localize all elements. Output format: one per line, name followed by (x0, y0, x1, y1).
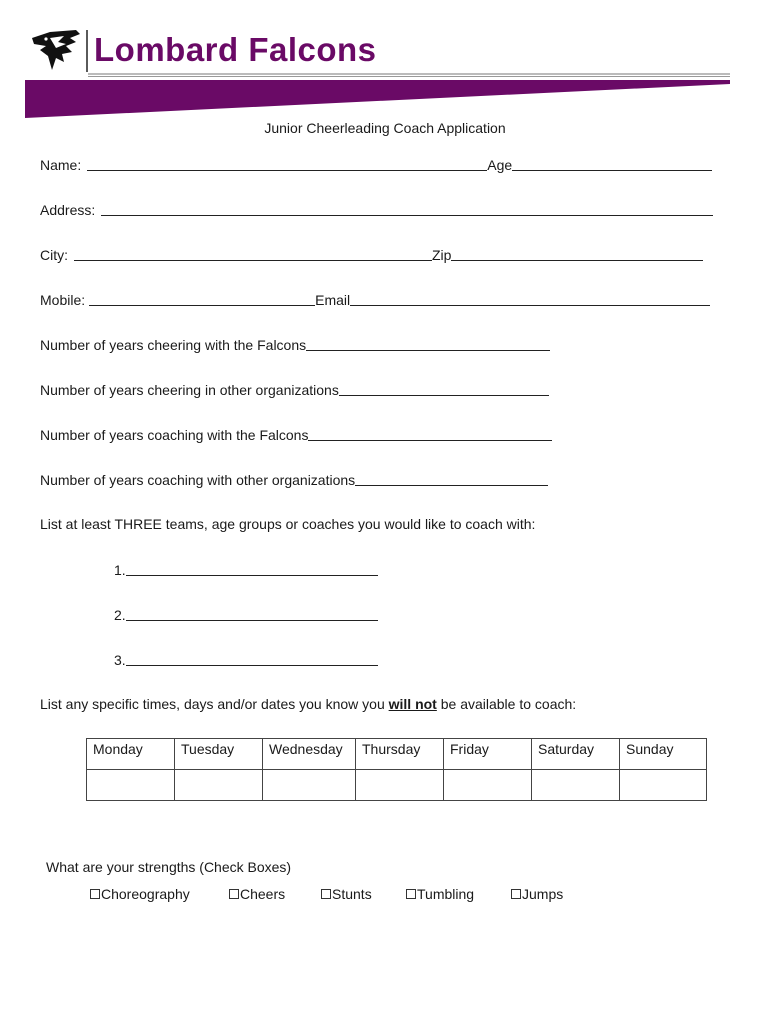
coach-other-field[interactable] (355, 471, 548, 486)
strength-jumps[interactable] (511, 886, 563, 902)
city-label: City: (40, 247, 68, 263)
strength-cheers[interactable] (229, 886, 285, 902)
availability-prompt-emphasis: will not (388, 696, 437, 712)
sunday-cell[interactable] (620, 770, 707, 801)
day-sunday: Sunday (620, 739, 707, 770)
checkbox[interactable] (406, 889, 416, 899)
saturday-cell[interactable] (532, 770, 620, 801)
brand-title: Lombard Falcons (94, 31, 377, 68)
coach-falcons-label: Number of years coaching with the Falcons (40, 427, 309, 443)
strength-choreography[interactable] (90, 886, 190, 902)
zip-label: Zip (432, 247, 452, 263)
team-item-1 (114, 561, 378, 578)
team-field-1[interactable] (126, 561, 378, 576)
checkbox[interactable] (229, 889, 239, 899)
header-divider (86, 30, 88, 72)
day-thursday: Thursday (356, 739, 444, 770)
mobile-row (40, 291, 710, 308)
friday-cell[interactable] (444, 770, 532, 801)
checkbox[interactable] (511, 889, 521, 899)
email-label: Email (315, 292, 351, 308)
table-header-row (87, 739, 707, 770)
strengths-prompt-text: What are your strengths (Check Boxes) (46, 859, 292, 875)
zip-field[interactable] (451, 246, 703, 261)
strengths-prompt (46, 859, 291, 875)
form-title: Junior Cheerleading Coach Application (264, 120, 506, 136)
cheer-falcons-field[interactable] (306, 336, 550, 351)
strength-label: Stunts (332, 886, 372, 902)
team-item-2 (114, 606, 378, 623)
team-item-number: 1. (114, 562, 126, 578)
falcon-head-icon (30, 28, 82, 74)
availability-table (86, 738, 707, 801)
day-friday: Friday (444, 739, 532, 770)
team-field-3[interactable] (126, 651, 378, 666)
strength-label: Jumps (522, 886, 564, 902)
experience-row (40, 381, 549, 398)
age-field[interactable] (512, 156, 712, 171)
strength-label: Cheers (240, 886, 286, 902)
strength-label: Choreography (101, 886, 190, 902)
availability-prompt-end: be available to coach: (436, 696, 577, 712)
checkbox[interactable] (90, 889, 100, 899)
teams-prompt-text: List at least THREE teams, age groups or coaches you would like to coach with: (40, 516, 536, 532)
table-entry-row (87, 770, 707, 801)
address-label: Address: (40, 202, 96, 218)
experience-row (40, 471, 548, 488)
day-tuesday: Tuesday (175, 739, 263, 770)
coach-falcons-field[interactable] (308, 426, 552, 441)
availability-prompt (40, 696, 576, 712)
cheer-falcons-label: Number of years cheering with the Falcons (40, 337, 307, 353)
cheer-other-label: Number of years cheering in other organizations (40, 382, 339, 398)
strength-label: Tumbling (417, 886, 475, 902)
email-field[interactable] (350, 291, 710, 306)
name-row (40, 156, 712, 173)
mobile-label: Mobile: (40, 292, 86, 308)
mobile-field[interactable] (89, 291, 315, 306)
availability-prompt-start: List any specific times, days and/or dates you know you (40, 696, 389, 712)
coach-other-label: Number of years coaching with other organizations (40, 472, 356, 488)
tuesday-cell[interactable] (175, 770, 263, 801)
name-field[interactable] (87, 156, 487, 171)
strength-stunts[interactable] (321, 886, 372, 902)
wednesday-cell[interactable] (263, 770, 356, 801)
day-saturday: Saturday (532, 739, 620, 770)
experience-row (40, 426, 552, 443)
cheer-other-field[interactable] (339, 381, 549, 396)
teams-prompt (40, 516, 535, 532)
city-row (40, 246, 703, 263)
city-field[interactable] (74, 246, 432, 261)
checkbox[interactable] (321, 889, 331, 899)
team-item-3 (114, 651, 378, 668)
name-label: Name: (40, 157, 82, 173)
experience-row (40, 336, 550, 353)
address-field[interactable] (101, 201, 713, 216)
address-row (40, 201, 713, 218)
team-field-2[interactable] (126, 606, 378, 621)
age-label: Age (487, 157, 513, 173)
team-item-number: 3. (114, 652, 126, 668)
monday-cell[interactable] (87, 770, 175, 801)
team-item-number: 2. (114, 607, 126, 623)
day-wednesday: Wednesday (263, 739, 356, 770)
thursday-cell[interactable] (356, 770, 444, 801)
strength-tumbling[interactable] (406, 886, 474, 902)
day-monday: Monday (87, 739, 175, 770)
